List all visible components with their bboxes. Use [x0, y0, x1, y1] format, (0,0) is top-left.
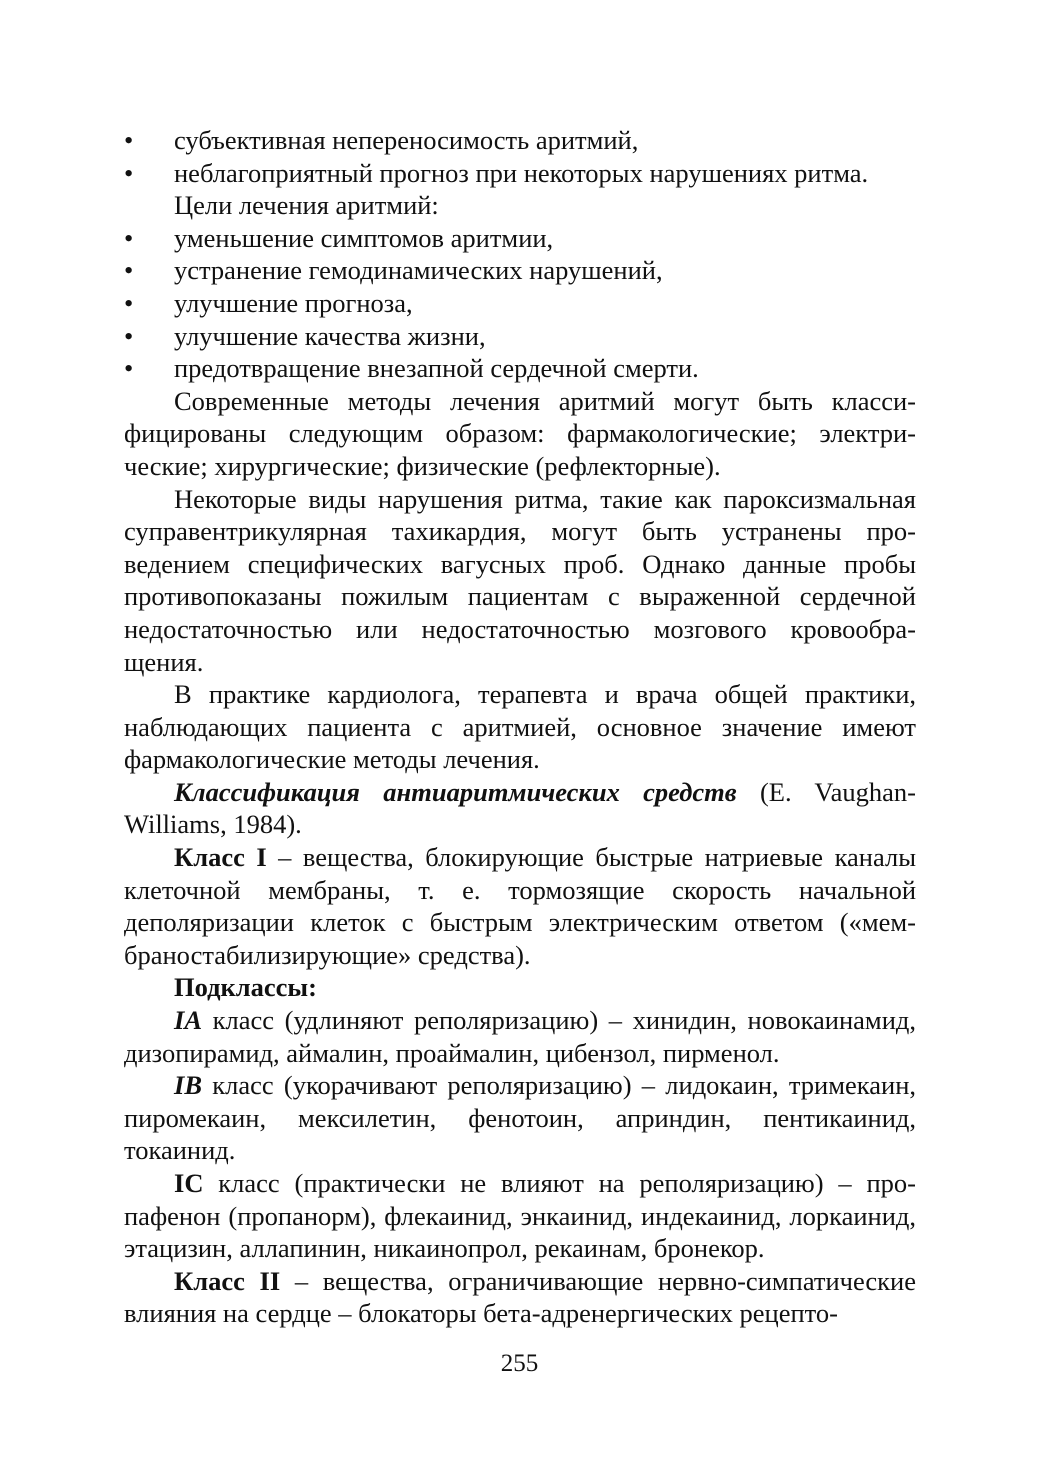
- class-2-text: – вещества, ограничивающие нервно-симпатические влияния на сердце – блокаторы бета-адренергических рецепто-: [124, 1265, 916, 1329]
- bullet-icon: •: [124, 320, 134, 351]
- list-item: [124, 222, 916, 255]
- bullet-icon: •: [124, 353, 134, 384]
- bullet-list-reasons: [124, 124, 916, 189]
- list-item: [124, 254, 916, 287]
- classification-source: (E. Vaughan-Williams, 1984).: [124, 776, 916, 840]
- classification-title: Классификация антиаритмических средств: [174, 776, 737, 807]
- paragraph-class-ic: [124, 1167, 916, 1265]
- bullet-icon: •: [124, 157, 134, 188]
- paragraph-class-ia: [124, 1004, 916, 1069]
- list-item: [124, 287, 916, 320]
- list-item-text: уменьшение симптомов аритмии,: [174, 222, 554, 253]
- list-item: [124, 157, 916, 190]
- paragraph-classification: [124, 776, 916, 841]
- page-body: [124, 124, 916, 1330]
- list-item-text: субъективная непереносимость аритмий,: [174, 125, 639, 155]
- class-1-text: – вещества, блокирующие быстрые натриевые каналы клеточной мембраны, т. е. тормозящие скорость начальной деполяризации клеток с быстрым электрическим ответом («мембраностабилизирующие» средства).: [124, 842, 917, 970]
- list-item: [124, 352, 916, 385]
- class-ib-text: класс (укорачивают реполяризацию) – лидокаин, тримекаин, пиромекаин, мексилетин, фенотоин, априндин, пентикаинид, токаинид.: [124, 1070, 916, 1166]
- page-number: 255: [500, 1350, 539, 1377]
- class-2-label: Класс II: [174, 1265, 281, 1296]
- class-ia-label: IA: [174, 1005, 202, 1036]
- goals-heading: Цели лечения аритмий:: [174, 190, 439, 221]
- paragraph-vagal-tests: Некоторые виды нарушения ритма, такие как пароксизмальная суправентрикулярная тахикардия, могут быть устранены проведением специфических вагусных проб. Однако данные пробы противопоказаны пожилым пациентам с выраженной сердечной недостаточностью или недостаточностью мозгового кровообращения.: [124, 483, 916, 677]
- class-ic-label: IC: [174, 1168, 204, 1198]
- paragraph-class-ib: [124, 1069, 916, 1167]
- bullet-list-goals: [124, 222, 916, 385]
- list-item-text: неблагоприятный прогноз при некоторых нарушениях ритма.: [174, 157, 869, 188]
- bullet-icon: •: [124, 287, 134, 318]
- paragraph-methods: Современные методы лечения аритмий могут быть классифицированы следующим образом: фармакологические; электрические; хирургические; физические (рефлекторные).: [124, 385, 916, 481]
- list-item: [124, 124, 916, 157]
- list-item-text: предотвращение внезапной сердечной смерти.: [174, 353, 699, 384]
- bullet-icon: •: [124, 222, 134, 253]
- subclasses-heading: Подклассы:: [174, 972, 317, 1003]
- bullet-icon: •: [124, 255, 134, 286]
- list-item: [124, 320, 916, 353]
- class-ic-text: класс (практически не влияют на реполяризацию) – пропафенон (пропанорм), флекаинид, энкаинид, индекаинид, лоркаинид, этацизин, аллапинин, никаинопрол, рекаинам, бронекор.: [124, 1168, 916, 1264]
- paragraph-practice: В практике кардиолога, терапевта и врача общей практики, наблюдающих пациента с аритмией, основное значение имеют фармакологические методы лечения.: [124, 679, 916, 775]
- bullet-icon: •: [124, 125, 134, 155]
- class-ib-label: IB: [174, 1070, 202, 1101]
- class-ia-text: класс (удлиняют реполяризацию) – хинидин, новокаинамид, дизопирамид, аймалин, проаймалин, цибензол, пирменол.: [124, 1005, 916, 1068]
- list-item-text: устранение гемодинамических нарушений,: [174, 255, 663, 286]
- class-1-label: Класс I: [174, 842, 267, 873]
- list-item-text: улучшение качества жизни,: [174, 320, 486, 351]
- paragraph-class-2: [124, 1265, 916, 1330]
- list-item-text: улучшение прогноза,: [174, 287, 413, 318]
- paragraph-class-1: [124, 841, 916, 971]
